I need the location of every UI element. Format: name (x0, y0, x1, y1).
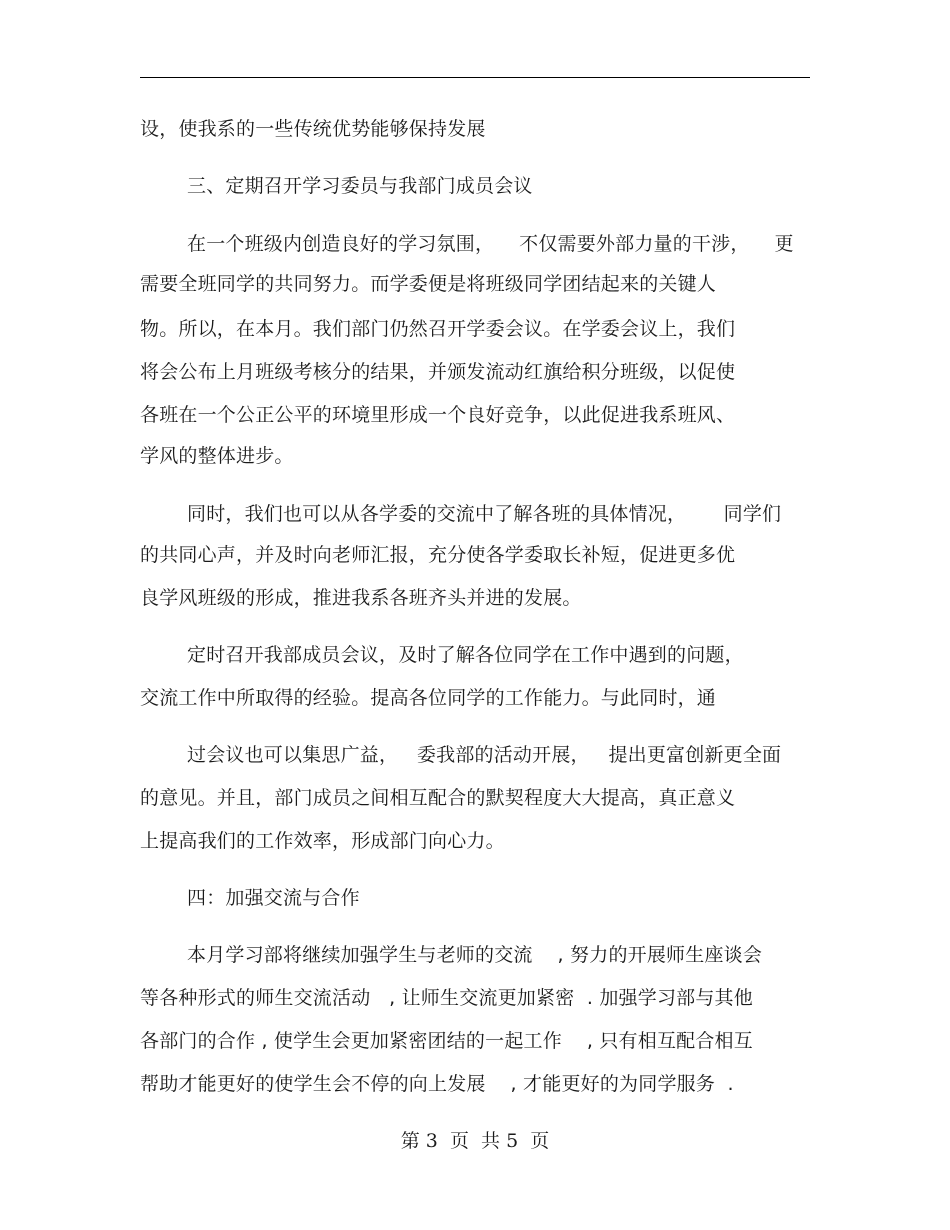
text-line-9: 同时，我们也可以从各学委的交流中了解各班的具体情况， 同学们 (187, 503, 782, 525)
text-line-14: 过会议也可以集思广益， 委我部的活动开展， 提出更富创新更全面 (187, 744, 782, 766)
text-line-11: 良学风班级的形成，推进我系各班齐头并进的发展。 (140, 587, 582, 609)
text-line-19: 等各种形式的师生交流活动 , 让师生交流更加紧密 . 加强学习部与其他 (140, 987, 753, 1009)
text-line-16: 上提高我们的工作效率，形成部门向心力。 (140, 830, 505, 852)
text-line-10: 的共同心声，并及时向老师汇报，充分使各学委取长补短，促进更多优 (140, 544, 736, 566)
text-line-8: 学风的整体进步。 (140, 445, 294, 467)
text-line-4: 需要全班同学的共同努力。而学委便是将班级同学团结起来的关键人 (140, 273, 717, 295)
page-footer: 第 3 页 共 5 页 (400, 1130, 550, 1152)
text-line-21: 帮助才能更好的使学生会不停的向上发展 , 才能更好的为同学服务 . (140, 1073, 734, 1095)
text-line-13: 交流工作中所取得的经验。提高各位同学的工作能力。与此同时，通 (140, 687, 717, 709)
section-heading-3: 三、定期召开学习委员与我部门成员会议 (187, 175, 533, 197)
section-heading-4: 四：加强交流与合作 (187, 887, 360, 909)
text-line-6: 将会公布上月班级考核分的结果，并颁发流动红旗给积分班级，以促使 (140, 361, 736, 383)
text-line-15: 的意见。并且，部门成员之间相互配合的默契程度大大提高，真正意义 (140, 787, 736, 809)
text-line-12: 定时召开我部成员会议，及时了解各位同学在工作中遇到的问题， (187, 644, 744, 666)
header-rule (140, 77, 810, 78)
text-line-18: 本月学习部将继续加强学生与老师的交流 , 努力的开展师生座谈会 (187, 944, 763, 966)
text-line-7: 各班在一个公正公平的环境里形成一个良好竞争，以此促进我系班风、 (140, 404, 736, 426)
text-line-1: 设，使我系的一些传统优势能够保持发展 (140, 118, 486, 140)
text-line-3: 在一个班级内创造良好的学习氛围， 不仅需要外部力量的干涉， 更 (187, 233, 794, 255)
text-line-5: 物。所以，在本月。我们部门仍然召开学委会议。在学委会议上，我们 (140, 318, 736, 340)
text-line-20: 各部门的合作 , 使学生会更加紧密团结的一起工作 , 只有相互配合相互 (140, 1030, 753, 1052)
